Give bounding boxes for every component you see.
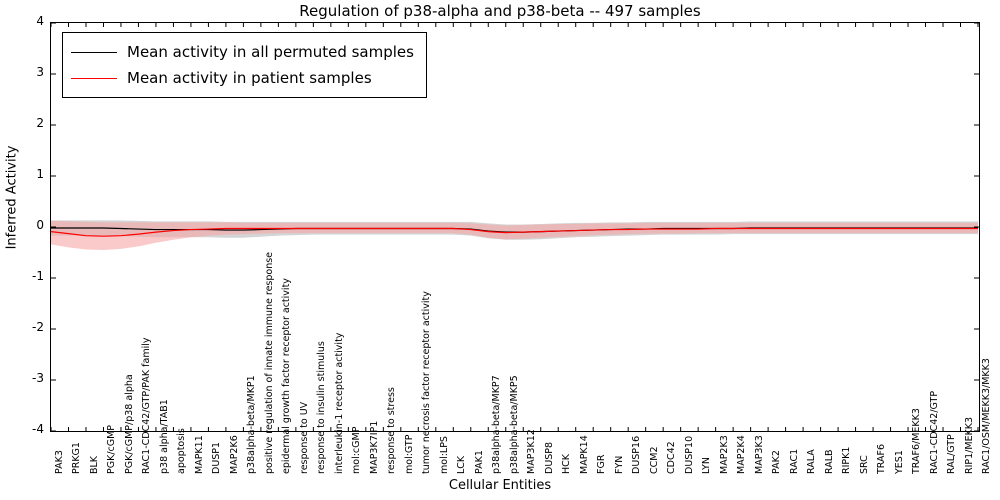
x-tick-label: mol:GTP	[403, 434, 415, 474]
x-tick-label: PRKG1	[71, 442, 83, 474]
x-tick-label: YES1	[893, 450, 905, 474]
x-tick-label: MAPK11	[193, 435, 205, 474]
x-tick-label: MAP2K4	[736, 435, 748, 474]
y-tick-label: 0	[36, 218, 44, 232]
x-tick-label: LCK	[456, 455, 468, 474]
legend-label-permuted: Mean activity in all permuted samples	[127, 43, 414, 61]
x-tick-label: DUSP8	[543, 441, 555, 474]
y-tick-label: 1	[36, 167, 44, 181]
chart-title: Regulation of p38-alpha and p38-beta -- 497 samples	[299, 2, 701, 20]
x-tick-label: CCM2	[648, 446, 660, 474]
x-tick-label: RAC1	[788, 448, 800, 474]
y-tick-label: 2	[36, 116, 44, 130]
x-axis-label: Cellular Entities	[448, 478, 552, 493]
x-tick-label: MAP3K3	[753, 435, 765, 474]
x-tick-label: HCK	[561, 453, 573, 474]
y-tick-label: -3	[32, 371, 44, 385]
x-tick-label: PAK3	[54, 450, 65, 474]
legend-label-patient: Mean activity in patient samples	[127, 69, 372, 87]
x-tick-label: response to insulin stimulus	[316, 341, 328, 474]
x-tick-label: p38 alpha/TAB1	[158, 399, 170, 474]
x-tick-label: SRC	[858, 455, 870, 474]
legend-item	[71, 39, 414, 65]
x-tick-label: RAC1/OSM/MEKK3/MKK3	[981, 358, 992, 474]
x-tick-label: RAL/GTP	[946, 434, 958, 474]
x-tick-label: MAP2K6	[228, 435, 240, 474]
x-tick-label: PAK2	[771, 450, 783, 474]
x-tick-label: response to UV	[298, 401, 310, 474]
x-tick-label: DUSP16	[631, 435, 643, 474]
x-tick-label: TRAF6	[876, 443, 888, 474]
x-tick-label: apoptosis	[176, 428, 188, 474]
x-tick-label: DUSP10	[683, 435, 695, 474]
x-tick-label: MAP2K3	[718, 435, 730, 474]
x-tick-label: LYN	[701, 457, 713, 474]
x-tick-label: CDC42	[666, 441, 678, 474]
legend	[62, 32, 427, 98]
x-tick-label: RIPK1	[841, 446, 853, 474]
legend-item	[71, 65, 414, 91]
legend-line-patient	[71, 78, 117, 79]
x-tick-label: RAC1-CDC42/GTP	[928, 390, 940, 474]
x-tick-label: MAPK14	[578, 435, 590, 474]
x-tick-label: tumor necrosis factor receptor activity	[421, 291, 433, 474]
x-tick-label: BLK	[88, 455, 100, 474]
x-tick-label: RALB	[823, 449, 835, 474]
x-tick-label: p38alpha-beta/MKP5	[508, 375, 520, 474]
y-axis-label: Inferred Activity	[4, 145, 20, 250]
x-tick-label: MAP3K7IP1	[368, 420, 380, 474]
x-tick-label: RIP1/MEKK3	[963, 416, 975, 474]
x-tick-label: positive regulation of innate immune response	[263, 251, 275, 474]
x-tick-label: RAC1-CDC42/GTP/PAK family	[141, 337, 153, 474]
x-tick-label: DUSP1	[211, 441, 223, 474]
y-tick-label: -1	[32, 269, 44, 283]
x-tick-label: MAP3K12	[526, 429, 538, 474]
y-tick-label: 3	[36, 65, 44, 79]
x-tick-label: TRAF6/MEKK3	[911, 408, 923, 474]
x-tick-label: PGK/cGMP	[106, 424, 118, 474]
y-tick-label: -2	[32, 320, 44, 334]
x-tick-label: FGR	[596, 454, 608, 474]
legend-line-permuted	[71, 52, 117, 53]
y-tick-label: 4	[36, 14, 44, 28]
x-tick-label: response to stress	[386, 387, 398, 474]
x-tick-label: PGK/cGMP/p38 alpha	[123, 374, 135, 474]
x-tick-label: PAK1	[473, 450, 485, 474]
x-tick-label: FYN	[613, 455, 625, 474]
x-tick-label: p38alpha-beta/MKP7	[491, 375, 503, 474]
x-tick-label: p38alpha-beta/MKP1	[246, 375, 258, 474]
x-tick-label: mol:LPS	[438, 436, 450, 474]
y-tick-label: -4	[32, 422, 44, 436]
x-tick-label: epidermal growth factor receptor activity	[281, 278, 293, 474]
x-tick-label: RALA	[806, 449, 818, 474]
x-tick-label: interleukin-1 receptor activity	[333, 332, 345, 474]
x-tick-label: mol:cGMP	[351, 426, 363, 474]
